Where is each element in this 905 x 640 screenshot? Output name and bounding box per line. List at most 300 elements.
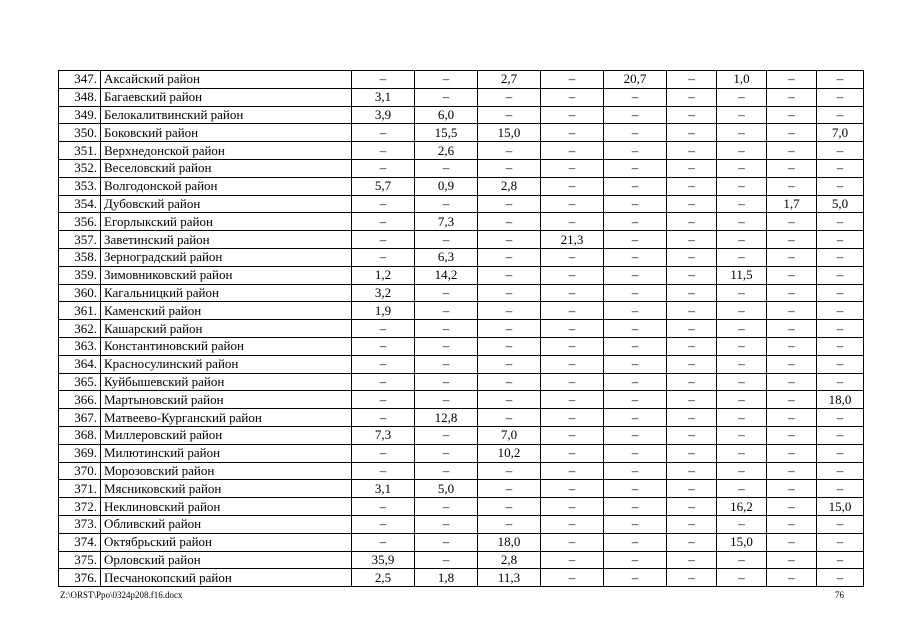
value-cell: – xyxy=(352,515,415,533)
value-cell: – xyxy=(478,320,541,338)
value-cell: – xyxy=(817,551,864,569)
value-cell: 1,2 xyxy=(352,266,415,284)
row-number: 372. xyxy=(59,498,101,516)
row-number: 376. xyxy=(59,569,101,587)
value-cell: – xyxy=(604,142,667,160)
value-cell: – xyxy=(767,177,817,195)
value-cell: – xyxy=(767,515,817,533)
value-cell: – xyxy=(541,444,604,462)
value-cell: – xyxy=(604,355,667,373)
value-cell: – xyxy=(604,213,667,231)
row-number: 360. xyxy=(59,284,101,302)
value-cell: – xyxy=(415,462,478,480)
value-cell: – xyxy=(541,88,604,106)
value-cell: – xyxy=(717,551,767,569)
value-cell: – xyxy=(352,373,415,391)
value-cell: – xyxy=(767,533,817,551)
value-cell: – xyxy=(767,444,817,462)
value-cell: – xyxy=(352,462,415,480)
value-cell: – xyxy=(541,462,604,480)
district-name: Аксайский район xyxy=(101,71,352,89)
table-row xyxy=(59,248,864,266)
table-row xyxy=(59,337,864,355)
value-cell: – xyxy=(667,515,717,533)
value-cell: – xyxy=(667,284,717,302)
value-cell: – xyxy=(352,533,415,551)
table-row xyxy=(59,320,864,338)
value-cell: – xyxy=(541,337,604,355)
district-name: Милютинский район xyxy=(101,444,352,462)
table-row xyxy=(59,71,864,89)
row-number: 365. xyxy=(59,373,101,391)
value-cell: – xyxy=(415,337,478,355)
district-name: Морозовский район xyxy=(101,462,352,480)
value-cell: – xyxy=(604,88,667,106)
value-cell: – xyxy=(478,409,541,427)
value-cell: – xyxy=(667,391,717,409)
row-number: 357. xyxy=(59,231,101,249)
value-cell: – xyxy=(604,320,667,338)
value-cell: – xyxy=(817,355,864,373)
value-cell: – xyxy=(667,426,717,444)
value-cell: – xyxy=(541,302,604,320)
value-cell: – xyxy=(415,515,478,533)
value-cell: – xyxy=(767,284,817,302)
district-name: Обливский район xyxy=(101,515,352,533)
value-cell: – xyxy=(604,284,667,302)
value-cell: – xyxy=(541,284,604,302)
value-cell: 14,2 xyxy=(415,266,478,284)
value-cell: 3,1 xyxy=(352,88,415,106)
value-cell: 6,3 xyxy=(415,248,478,266)
value-cell: – xyxy=(817,302,864,320)
value-cell: – xyxy=(478,302,541,320)
value-cell: 18,0 xyxy=(817,391,864,409)
district-name: Куйбышевский район xyxy=(101,373,352,391)
value-cell: – xyxy=(717,355,767,373)
district-name: Красносулинский район xyxy=(101,355,352,373)
row-number: 353. xyxy=(59,177,101,195)
value-cell: – xyxy=(717,337,767,355)
value-cell: – xyxy=(817,266,864,284)
value-cell: – xyxy=(604,106,667,124)
district-data-table xyxy=(58,70,864,587)
table-row xyxy=(59,355,864,373)
value-cell: – xyxy=(604,515,667,533)
value-cell: 2,5 xyxy=(352,569,415,587)
value-cell: – xyxy=(767,426,817,444)
value-cell: – xyxy=(667,248,717,266)
value-cell: – xyxy=(478,515,541,533)
value-cell: – xyxy=(767,302,817,320)
table-body xyxy=(59,71,864,587)
value-cell: – xyxy=(478,337,541,355)
value-cell: – xyxy=(667,231,717,249)
value-cell: – xyxy=(604,266,667,284)
district-name: Волгодонской район xyxy=(101,177,352,195)
value-cell: – xyxy=(667,88,717,106)
value-cell: – xyxy=(415,320,478,338)
value-cell: – xyxy=(667,373,717,391)
value-cell: – xyxy=(767,142,817,160)
table-row xyxy=(59,266,864,284)
value-cell: 15,0 xyxy=(478,124,541,142)
table-row xyxy=(59,426,864,444)
table-row xyxy=(59,88,864,106)
value-cell: – xyxy=(541,106,604,124)
table-row xyxy=(59,569,864,587)
value-cell: 16,2 xyxy=(717,498,767,516)
value-cell: 7,0 xyxy=(817,124,864,142)
value-cell: – xyxy=(352,159,415,177)
value-cell: – xyxy=(541,355,604,373)
row-number: 373. xyxy=(59,515,101,533)
value-cell: – xyxy=(667,213,717,231)
value-cell: 15,5 xyxy=(415,124,478,142)
value-cell: – xyxy=(478,195,541,213)
value-cell: – xyxy=(667,142,717,160)
row-number: 354. xyxy=(59,195,101,213)
value-cell: – xyxy=(352,391,415,409)
value-cell: – xyxy=(767,337,817,355)
value-cell: – xyxy=(817,88,864,106)
value-cell: – xyxy=(541,213,604,231)
value-cell: – xyxy=(352,71,415,89)
value-cell: – xyxy=(604,302,667,320)
value-cell: – xyxy=(767,391,817,409)
value-cell: – xyxy=(352,124,415,142)
row-number: 368. xyxy=(59,426,101,444)
table-row xyxy=(59,302,864,320)
value-cell: – xyxy=(541,569,604,587)
value-cell: – xyxy=(415,159,478,177)
table-row xyxy=(59,106,864,124)
value-cell: – xyxy=(604,480,667,498)
value-cell: – xyxy=(478,248,541,266)
value-cell: – xyxy=(817,337,864,355)
value-cell: – xyxy=(604,231,667,249)
value-cell: – xyxy=(767,320,817,338)
row-number: 351. xyxy=(59,142,101,160)
value-cell: – xyxy=(717,177,767,195)
value-cell: 1,8 xyxy=(415,569,478,587)
value-cell: – xyxy=(541,124,604,142)
value-cell: – xyxy=(541,498,604,516)
value-cell: – xyxy=(717,284,767,302)
value-cell: – xyxy=(817,248,864,266)
value-cell: – xyxy=(415,551,478,569)
value-cell: – xyxy=(415,444,478,462)
row-number: 374. xyxy=(59,533,101,551)
value-cell: 10,2 xyxy=(478,444,541,462)
value-cell: 2,6 xyxy=(415,142,478,160)
value-cell: – xyxy=(604,337,667,355)
value-cell: – xyxy=(817,426,864,444)
value-cell: – xyxy=(717,409,767,427)
value-cell: – xyxy=(352,231,415,249)
value-cell: – xyxy=(817,159,864,177)
row-number: 352. xyxy=(59,159,101,177)
value-cell: – xyxy=(717,569,767,587)
value-cell: – xyxy=(817,515,864,533)
value-cell: – xyxy=(478,142,541,160)
value-cell: – xyxy=(767,551,817,569)
row-number: 348. xyxy=(59,88,101,106)
value-cell: – xyxy=(604,195,667,213)
value-cell: – xyxy=(604,426,667,444)
value-cell: 3,9 xyxy=(352,106,415,124)
value-cell: – xyxy=(478,480,541,498)
value-cell: – xyxy=(478,391,541,409)
value-cell: 6,0 xyxy=(415,106,478,124)
value-cell: – xyxy=(667,106,717,124)
district-name: Орловский район xyxy=(101,551,352,569)
value-cell: – xyxy=(541,71,604,89)
value-cell: – xyxy=(717,88,767,106)
value-cell: – xyxy=(667,71,717,89)
district-name: Зимовниковский район xyxy=(101,266,352,284)
value-cell: – xyxy=(767,480,817,498)
value-cell: – xyxy=(541,515,604,533)
value-cell: – xyxy=(667,195,717,213)
row-number: 370. xyxy=(59,462,101,480)
value-cell: 35,9 xyxy=(352,551,415,569)
value-cell: – xyxy=(767,373,817,391)
value-cell: – xyxy=(667,551,717,569)
value-cell: – xyxy=(667,355,717,373)
value-cell: 11,5 xyxy=(717,266,767,284)
row-number: 361. xyxy=(59,302,101,320)
value-cell: – xyxy=(541,533,604,551)
district-name: Матвеево-Курганский район xyxy=(101,409,352,427)
value-cell: – xyxy=(717,462,767,480)
district-name: Неклиновский район xyxy=(101,498,352,516)
row-number: 371. xyxy=(59,480,101,498)
value-cell: 1,9 xyxy=(352,302,415,320)
row-number: 350. xyxy=(59,124,101,142)
value-cell: – xyxy=(717,248,767,266)
value-cell: – xyxy=(667,480,717,498)
value-cell: – xyxy=(817,373,864,391)
table-row xyxy=(59,213,864,231)
district-name: Песчанокопский район xyxy=(101,569,352,587)
value-cell: – xyxy=(817,213,864,231)
value-cell: – xyxy=(352,248,415,266)
value-cell: – xyxy=(541,426,604,444)
value-cell: – xyxy=(352,320,415,338)
value-cell: – xyxy=(604,551,667,569)
value-cell: – xyxy=(667,302,717,320)
value-cell: – xyxy=(767,124,817,142)
value-cell: – xyxy=(717,106,767,124)
table-row xyxy=(59,142,864,160)
value-cell: – xyxy=(717,426,767,444)
value-cell: – xyxy=(415,355,478,373)
value-cell: – xyxy=(667,159,717,177)
value-cell: – xyxy=(604,391,667,409)
value-cell: – xyxy=(717,302,767,320)
footer-page-number: 76 xyxy=(835,590,844,600)
data-table-container xyxy=(58,70,864,587)
value-cell: – xyxy=(717,195,767,213)
value-cell: – xyxy=(817,106,864,124)
value-cell: 5,7 xyxy=(352,177,415,195)
value-cell: – xyxy=(667,320,717,338)
table-row xyxy=(59,409,864,427)
district-name: Багаевский район xyxy=(101,88,352,106)
value-cell: – xyxy=(415,88,478,106)
value-cell: – xyxy=(604,498,667,516)
table-row xyxy=(59,515,864,533)
value-cell: – xyxy=(415,533,478,551)
value-cell: – xyxy=(478,355,541,373)
value-cell: 15,0 xyxy=(717,533,767,551)
value-cell: – xyxy=(667,444,717,462)
value-cell: – xyxy=(767,409,817,427)
value-cell: – xyxy=(667,177,717,195)
value-cell: – xyxy=(767,266,817,284)
value-cell: – xyxy=(415,391,478,409)
district-name: Боковский район xyxy=(101,124,352,142)
row-number: 356. xyxy=(59,213,101,231)
value-cell: – xyxy=(352,195,415,213)
value-cell: 1,7 xyxy=(767,195,817,213)
value-cell: – xyxy=(541,159,604,177)
value-cell: – xyxy=(717,231,767,249)
district-name: Кагальницкий район xyxy=(101,284,352,302)
value-cell: 7,3 xyxy=(415,213,478,231)
value-cell: – xyxy=(478,159,541,177)
value-cell: – xyxy=(717,142,767,160)
district-name: Каменский район xyxy=(101,302,352,320)
district-name: Кашарский район xyxy=(101,320,352,338)
value-cell: 7,0 xyxy=(478,426,541,444)
value-cell: – xyxy=(541,266,604,284)
value-cell: 3,2 xyxy=(352,284,415,302)
district-name: Зерноградский район xyxy=(101,248,352,266)
value-cell: – xyxy=(478,462,541,480)
district-name: Егорлыкский район xyxy=(101,213,352,231)
table-row xyxy=(59,159,864,177)
value-cell: – xyxy=(767,498,817,516)
row-number: 359. xyxy=(59,266,101,284)
table-row xyxy=(59,533,864,551)
value-cell: – xyxy=(667,124,717,142)
value-cell: – xyxy=(717,444,767,462)
row-number: 375. xyxy=(59,551,101,569)
value-cell: – xyxy=(667,498,717,516)
value-cell: – xyxy=(817,480,864,498)
value-cell: – xyxy=(541,320,604,338)
table-row xyxy=(59,195,864,213)
value-cell: – xyxy=(817,444,864,462)
value-cell: – xyxy=(717,213,767,231)
value-cell: – xyxy=(604,373,667,391)
district-name: Верхнедонской район xyxy=(101,142,352,160)
value-cell: – xyxy=(415,231,478,249)
value-cell: – xyxy=(541,373,604,391)
value-cell: – xyxy=(667,462,717,480)
value-cell: – xyxy=(817,231,864,249)
value-cell: – xyxy=(817,284,864,302)
table-row xyxy=(59,551,864,569)
value-cell: – xyxy=(667,337,717,355)
value-cell: – xyxy=(604,159,667,177)
value-cell: – xyxy=(352,444,415,462)
value-cell: – xyxy=(604,533,667,551)
row-number: 358. xyxy=(59,248,101,266)
row-number: 366. xyxy=(59,391,101,409)
value-cell: – xyxy=(478,213,541,231)
value-cell: – xyxy=(415,498,478,516)
value-cell: 5,0 xyxy=(415,480,478,498)
value-cell: – xyxy=(541,248,604,266)
value-cell: – xyxy=(817,569,864,587)
district-name: Веселовский район xyxy=(101,159,352,177)
district-name: Миллеровский район xyxy=(101,426,352,444)
value-cell: – xyxy=(767,159,817,177)
row-number: 369. xyxy=(59,444,101,462)
value-cell: – xyxy=(817,533,864,551)
value-cell: – xyxy=(717,159,767,177)
value-cell: – xyxy=(478,284,541,302)
value-cell: 15,0 xyxy=(817,498,864,516)
value-cell: – xyxy=(817,71,864,89)
district-name: Константиновский район xyxy=(101,337,352,355)
value-cell: – xyxy=(541,142,604,160)
value-cell: – xyxy=(817,320,864,338)
value-cell: – xyxy=(478,373,541,391)
value-cell: – xyxy=(415,426,478,444)
value-cell: – xyxy=(541,409,604,427)
value-cell: 11,3 xyxy=(478,569,541,587)
value-cell: – xyxy=(667,533,717,551)
value-cell: – xyxy=(767,462,817,480)
value-cell: – xyxy=(604,124,667,142)
value-cell: 1,0 xyxy=(717,71,767,89)
table-row xyxy=(59,444,864,462)
value-cell: – xyxy=(541,177,604,195)
row-number: 364. xyxy=(59,355,101,373)
value-cell: – xyxy=(541,391,604,409)
value-cell: – xyxy=(717,124,767,142)
value-cell: 2,8 xyxy=(478,177,541,195)
value-cell: – xyxy=(667,266,717,284)
value-cell: – xyxy=(767,106,817,124)
value-cell: 3,1 xyxy=(352,480,415,498)
value-cell: 2,8 xyxy=(478,551,541,569)
table-row xyxy=(59,391,864,409)
value-cell: – xyxy=(604,248,667,266)
value-cell: – xyxy=(352,409,415,427)
value-cell: – xyxy=(478,231,541,249)
value-cell: – xyxy=(767,71,817,89)
value-cell: – xyxy=(717,515,767,533)
table-row xyxy=(59,498,864,516)
value-cell: 2,7 xyxy=(478,71,541,89)
value-cell: – xyxy=(604,569,667,587)
value-cell: – xyxy=(541,195,604,213)
district-name: Октябрьский район xyxy=(101,533,352,551)
table-row xyxy=(59,480,864,498)
row-number: 367. xyxy=(59,409,101,427)
district-name: Мясниковский район xyxy=(101,480,352,498)
value-cell: – xyxy=(352,142,415,160)
value-cell: – xyxy=(352,213,415,231)
value-cell: – xyxy=(667,569,717,587)
row-number: 347. xyxy=(59,71,101,89)
table-row xyxy=(59,462,864,480)
